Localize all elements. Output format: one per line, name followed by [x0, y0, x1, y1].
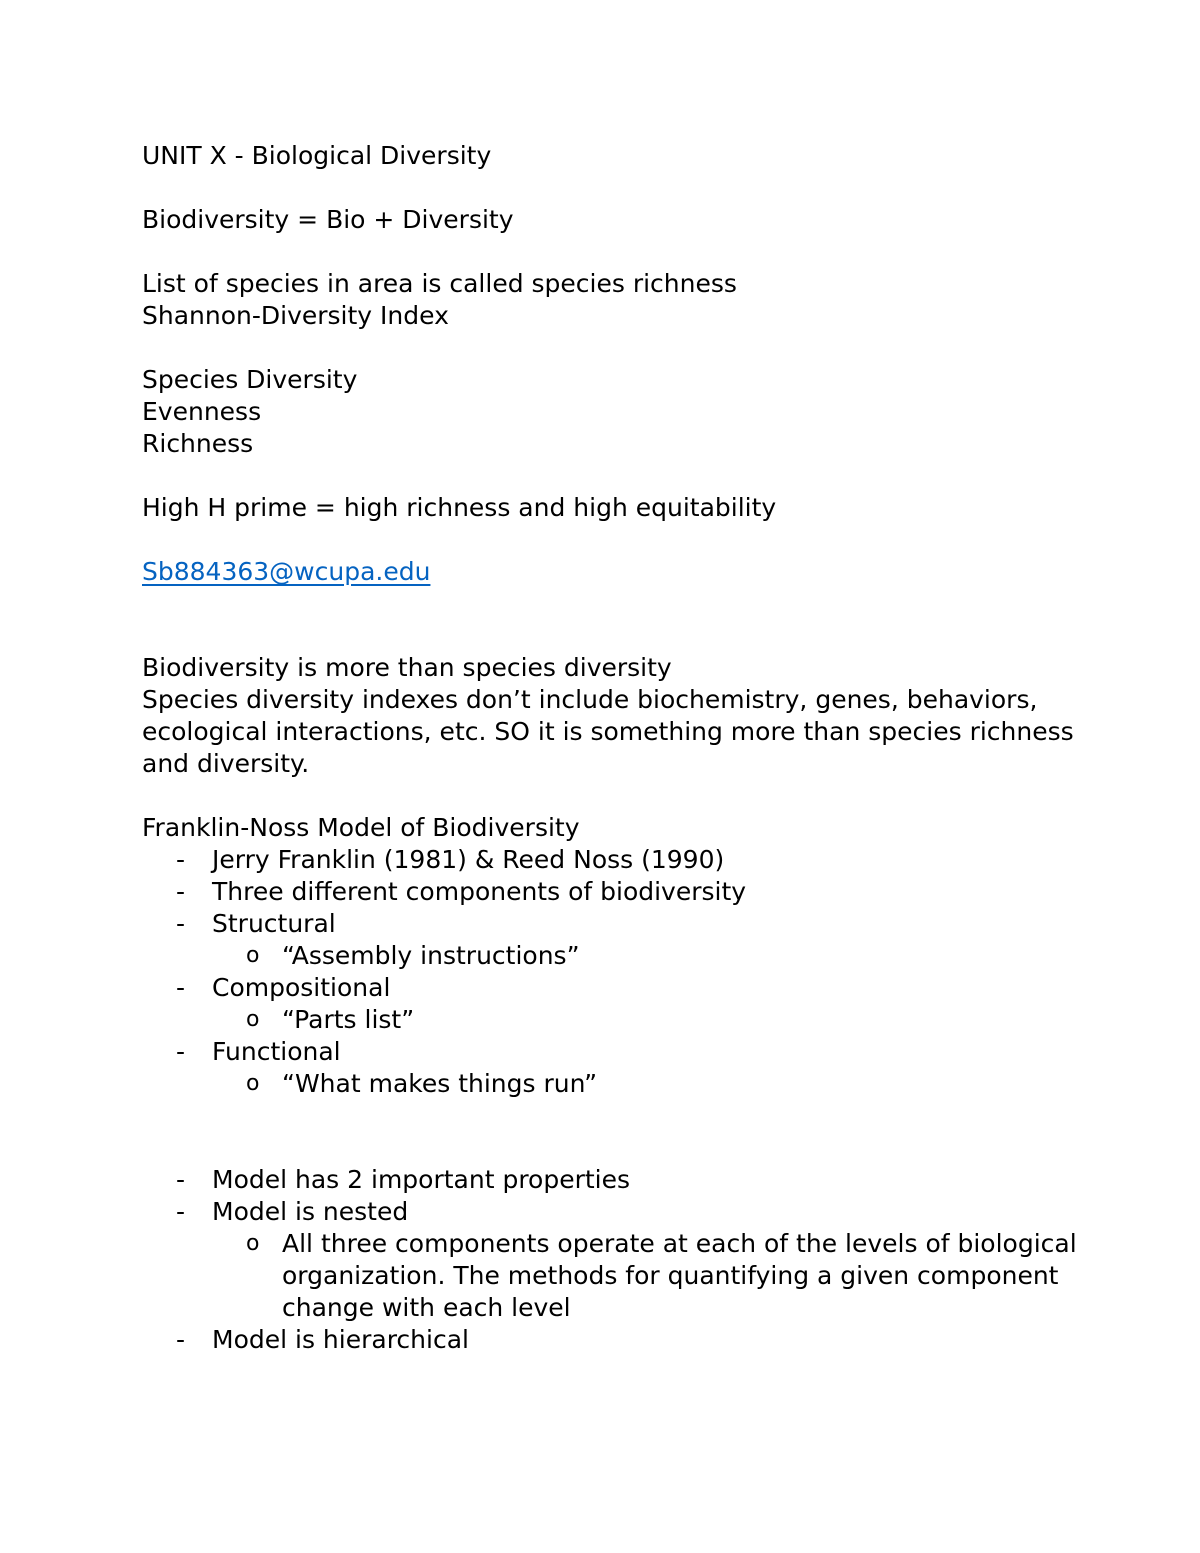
- dash-bullet: -: [176, 1325, 186, 1354]
- sub-list-item-text: “Assembly instructions”: [282, 941, 580, 970]
- dash-bullet: -: [176, 877, 186, 906]
- species-diversity-line: Species Diversity: [142, 365, 358, 394]
- circle-bullet: o: [246, 943, 260, 968]
- sub-list-item: [212, 1068, 1082, 1100]
- dash-bullet: -: [176, 973, 186, 1002]
- model-properties-list: [142, 1164, 1082, 1356]
- dash-bullet: -: [176, 1037, 186, 1066]
- list-item-text: Model is hierarchical: [212, 1325, 469, 1354]
- dash-bullet: -: [176, 1165, 186, 1194]
- sub-list: [212, 1004, 1082, 1036]
- dash-bullet: -: [176, 845, 186, 874]
- sub-list: [212, 1228, 1082, 1324]
- sub-list-item-text: “Parts list”: [282, 1005, 415, 1034]
- document-page: [142, 140, 1082, 1356]
- sub-list: [212, 1068, 1082, 1100]
- circle-bullet: o: [246, 1231, 260, 1256]
- list-item: [142, 876, 1082, 908]
- list-item: [142, 1196, 1082, 1324]
- indexes-paragraph: Species diversity indexes don’t include biochemistry, genes, behaviors, ecological interactions, etc. SO it is something more than species richness and diversity.: [142, 685, 1074, 778]
- list-item-text: Jerry Franklin (1981) & Reed Noss (1990): [212, 845, 725, 874]
- list-item-text: Functional: [212, 1037, 341, 1066]
- list-item: [142, 1036, 1082, 1100]
- list-item-text: Compositional: [212, 973, 391, 1002]
- sub-list: [212, 940, 1082, 972]
- document-title: UNIT X - Biological Diversity: [142, 141, 492, 170]
- list-item: [142, 908, 1082, 972]
- sub-list-item: [212, 1228, 1082, 1324]
- model-heading: Franklin-Noss Model of Biodiversity: [142, 813, 580, 842]
- sub-list-item: [212, 940, 1082, 972]
- circle-bullet: o: [246, 1071, 260, 1096]
- list-item: [142, 1324, 1082, 1356]
- evenness-line: Evenness: [142, 397, 262, 426]
- shannon-index-line: Shannon-Diversity Index: [142, 301, 449, 330]
- email-link[interactable]: Sb884363@wcupa.edu: [142, 557, 431, 586]
- model-details-list: [142, 844, 1082, 1100]
- list-item-text: Model is nested: [212, 1197, 409, 1226]
- more-than-species-line: Biodiversity is more than species diversity: [142, 653, 672, 682]
- richness-line: Richness: [142, 429, 254, 458]
- h-prime-line: High H prime = high richness and high equitability: [142, 493, 777, 522]
- list-item-text: Three different components of biodiversity: [212, 877, 747, 906]
- sub-list-item-text: “What makes things run”: [282, 1069, 598, 1098]
- sub-list-item-text: All three components operate at each of the levels of biological organization. The methods for quantifying a given component change with each level: [282, 1229, 1077, 1322]
- list-item-text: Structural: [212, 909, 336, 938]
- sub-list-item: [212, 1004, 1082, 1036]
- species-richness-line: List of species in area is called species richness: [142, 269, 737, 298]
- list-item: [142, 972, 1082, 1036]
- list-item: [142, 844, 1082, 876]
- list-item-text: Model has 2 important properties: [212, 1165, 631, 1194]
- dash-bullet: -: [176, 1197, 186, 1226]
- circle-bullet: o: [246, 1007, 260, 1032]
- dash-bullet: -: [176, 909, 186, 938]
- biodiversity-equation: Biodiversity = Bio + Diversity: [142, 205, 514, 234]
- list-item: [142, 1164, 1082, 1196]
